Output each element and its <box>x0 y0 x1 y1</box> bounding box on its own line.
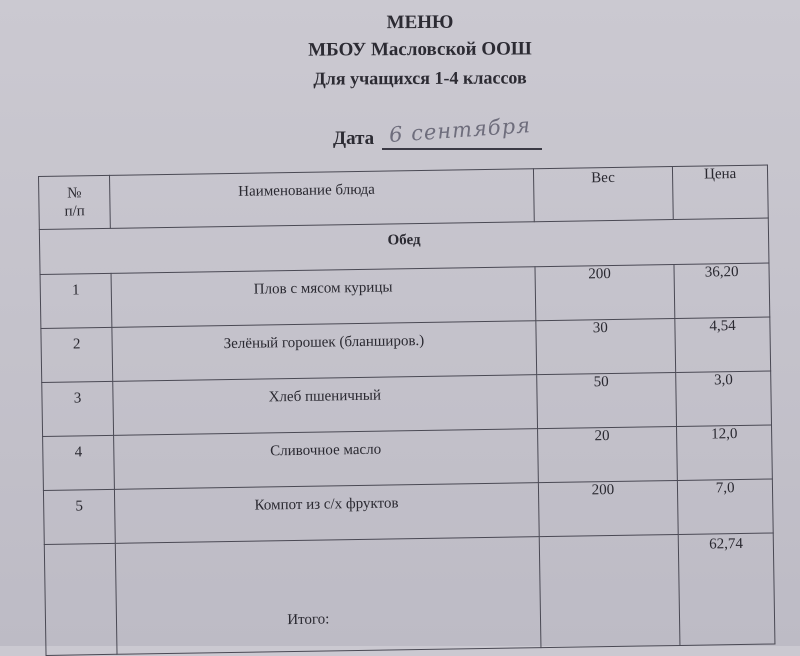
menu-title: МЕНЮ <box>386 11 454 34</box>
row-price: 36,20 <box>674 263 770 318</box>
total-label: Итого: <box>115 537 540 655</box>
audience-line: Для учащихся 1-4 классов <box>313 67 527 89</box>
school-name: МБОУ Масловской ООШ <box>308 38 532 61</box>
row-number: 1 <box>40 273 112 328</box>
row-price: 7,0 <box>678 479 774 534</box>
row-price: 12,0 <box>677 425 773 480</box>
header-weight: Вес <box>533 167 674 222</box>
row-weight: 30 <box>535 319 676 375</box>
row-dish-name: Компот из с/х фруктов <box>115 483 539 544</box>
item-rows <box>40 263 773 544</box>
total-row <box>44 533 775 655</box>
date-label: Дата <box>333 128 375 149</box>
menu-table <box>38 165 775 656</box>
row-dish-name: Плов с мясом курицы <box>111 267 535 328</box>
header-price: Цена <box>673 165 769 219</box>
header-name: Наименование блюда <box>110 169 534 229</box>
menu-table-wrap <box>38 165 775 656</box>
row-number: 2 <box>41 327 113 382</box>
row-dish-name: Сливочное масло <box>114 429 538 490</box>
row-price: 4,54 <box>675 317 771 372</box>
row-weight: 200 <box>538 480 679 536</box>
total-weight-cell <box>539 534 680 647</box>
total-price: 62,74 <box>679 533 775 645</box>
row-price: 3,0 <box>676 371 772 426</box>
row-weight: 20 <box>537 426 678 482</box>
section-title: Обед <box>39 218 769 274</box>
row-weight: 50 <box>536 373 677 429</box>
row-dish-name: Зелёный горошек (бланширов.) <box>112 321 536 382</box>
row-number: 5 <box>43 489 115 544</box>
date-handwritten: 6 сентября <box>388 113 532 147</box>
row-number: 4 <box>43 435 115 490</box>
total-number-cell <box>44 543 117 655</box>
date-row <box>333 113 542 150</box>
date-field <box>382 113 542 150</box>
row-number: 3 <box>42 381 114 436</box>
header-number-text: № п/п <box>64 185 85 220</box>
row-weight: 200 <box>535 265 676 321</box>
header-number <box>39 175 111 229</box>
row-dish-name: Хлеб пшеничный <box>113 375 537 436</box>
